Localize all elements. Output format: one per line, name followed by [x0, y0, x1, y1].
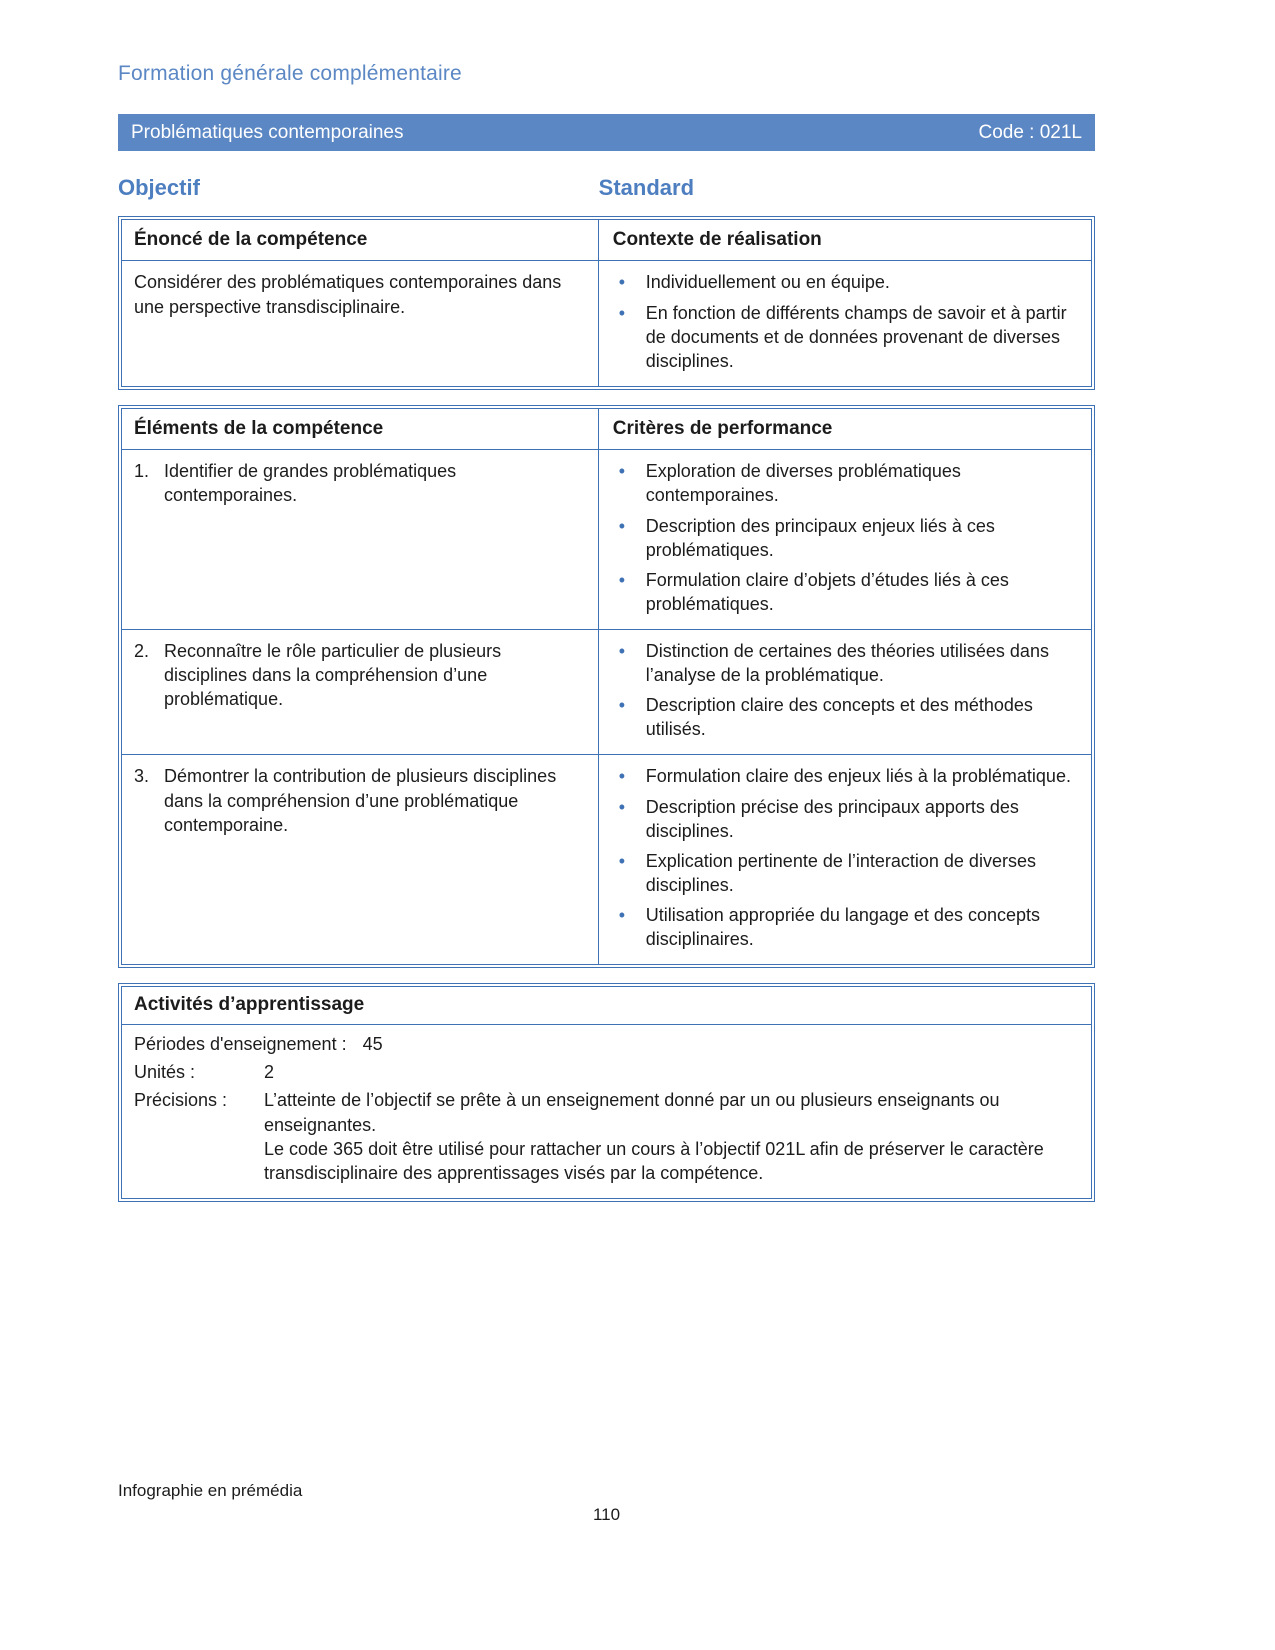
elements-table-inner — [121, 408, 1092, 965]
list-item — [613, 514, 1079, 562]
periods-value: 45 — [362, 1034, 383, 1055]
competence-table-body-row — [122, 261, 1091, 385]
units-row — [134, 1060, 1079, 1084]
list-item — [613, 795, 1079, 843]
precisions-label: Précisions : — [134, 1090, 228, 1111]
list-item-text: Description précise des principaux apports des disciplines. — [645, 796, 1019, 841]
activities-body — [122, 1025, 1091, 1198]
bullet-icon: • — [618, 766, 626, 787]
competence-table-header-row — [122, 220, 1091, 261]
page-content — [118, 0, 1095, 1202]
objectif-heading: Objectif — [118, 175, 200, 200]
list-item-text: Description claire des concepts et des méthodes utilisés. — [645, 695, 1033, 740]
item-number: 2. — [134, 641, 150, 661]
elements-table — [118, 405, 1095, 968]
element-row-2 — [122, 629, 1091, 754]
item-number: 3. — [134, 766, 150, 787]
contexte-list-cell — [599, 261, 1091, 385]
bullet-icon: • — [618, 461, 626, 482]
element-row-1 — [122, 450, 1091, 629]
course-code: Code : 021L — [978, 121, 1082, 143]
precisions-line: L’atteinte de l’objectif se prête à un enseignement donné par un ou plusieurs enseignants ou enseignantes. — [264, 1090, 1000, 1135]
activities-header: Activités d’apprentissage — [122, 987, 1091, 1025]
list-item — [613, 903, 1079, 951]
element-cell — [122, 630, 599, 754]
criteria-cell — [599, 630, 1091, 754]
list-item-text: Distinction de certaines des théories utilisées dans l’analyse de la problématique. — [645, 641, 1049, 686]
numbered-item — [134, 639, 584, 711]
list-item-text: Explication pertinente de l’interaction de diverses disciplines. — [645, 850, 1036, 895]
list-item-text: Utilisation appropriée du langage et des concepts disciplinaires. — [645, 904, 1040, 950]
list-item-text: En fonction de différents champs de savoir et à partir de documents et de données provenant de diverses disciplines. — [645, 302, 1067, 371]
standard-heading: Standard — [598, 175, 695, 200]
element-row-3 — [122, 754, 1091, 964]
elements-table-header-row — [122, 409, 1091, 450]
periods-row — [134, 1032, 1079, 1056]
course-title: Problématiques contemporaines — [131, 121, 404, 143]
criteres-header: Critères de performance — [612, 417, 833, 439]
bullet-icon: • — [618, 850, 626, 871]
list-item-text: Formulation claire des enjeux liés à la problématique. — [645, 766, 1071, 787]
competence-statement-cell — [122, 261, 599, 385]
list-item-text: Individuellement ou en équipe. — [645, 272, 890, 293]
numbered-item — [134, 764, 584, 836]
competence-table — [118, 216, 1095, 390]
list-item-text: Description des principaux enjeux liés à ces problématiques. — [645, 515, 995, 560]
element-cell — [122, 755, 599, 964]
periods-label: Périodes d'enseignement : — [134, 1034, 347, 1055]
item-number: 1. — [134, 461, 150, 482]
criteria-cell — [599, 450, 1091, 629]
list-item — [613, 693, 1079, 741]
footer-note: Infographie en prémédia — [118, 1481, 303, 1500]
bullet-icon: • — [618, 641, 626, 661]
activities-table — [118, 983, 1095, 1202]
bullet-icon: • — [618, 515, 626, 536]
bullet-icon: • — [618, 904, 626, 925]
list-item — [613, 639, 1079, 687]
units-label: Unités : — [134, 1062, 196, 1083]
column-titles — [118, 175, 1095, 201]
units-value: 2 — [264, 1062, 275, 1083]
section-title: Formation générale complémentaire — [118, 62, 462, 85]
bullet-icon: • — [618, 796, 626, 817]
criteria-cell — [599, 755, 1091, 964]
item-text: Reconnaître le rôle particulier de plusieurs disciplines dans la compréhension d’une problématique. — [164, 641, 502, 710]
precisions-row — [134, 1088, 1079, 1184]
precisions-line: Le code 365 doit être utilisé pour rattacher un cours à l’objectif 021L afin de préserver le caractère transdisciplinaire des apprentissages visés par la compétence. — [264, 1138, 1044, 1183]
contexte-header: Contexte de réalisation — [612, 229, 822, 250]
bullet-icon: • — [618, 569, 626, 590]
item-text: Démontrer la contribution de plusieurs disciplines dans la compréhension d’une problématique contemporaine. — [164, 766, 557, 835]
bullet-icon: • — [618, 695, 626, 716]
list-item-text: Formulation claire d’objets d’études liés à ces problématiques. — [645, 569, 1009, 614]
list-item — [613, 270, 1079, 294]
competence-table-inner — [121, 219, 1092, 387]
enonce-header: Énoncé de la compétence — [122, 220, 599, 260]
list-item — [613, 849, 1079, 897]
course-banner — [118, 114, 1095, 151]
numbered-item — [134, 459, 584, 507]
list-item — [613, 568, 1079, 616]
bullet-icon: • — [618, 302, 626, 323]
list-item — [613, 301, 1079, 373]
bullet-icon: • — [618, 272, 626, 293]
page-number: 110 — [592, 1505, 621, 1524]
competence-statement: Considérer des problématiques contemporaines dans une perspective transdisciplinaire. — [134, 272, 562, 317]
precisions-value — [264, 1088, 1079, 1184]
activities-table-inner — [121, 986, 1092, 1199]
list-item — [613, 764, 1079, 788]
list-item-text: Exploration de diverses problématiques contemporaines. — [645, 461, 961, 506]
item-text: Identifier de grandes problématiques contemporaines. — [164, 461, 457, 506]
list-item — [613, 459, 1079, 507]
element-cell — [122, 450, 599, 629]
elements-header: Éléments de la compétence — [122, 409, 599, 449]
